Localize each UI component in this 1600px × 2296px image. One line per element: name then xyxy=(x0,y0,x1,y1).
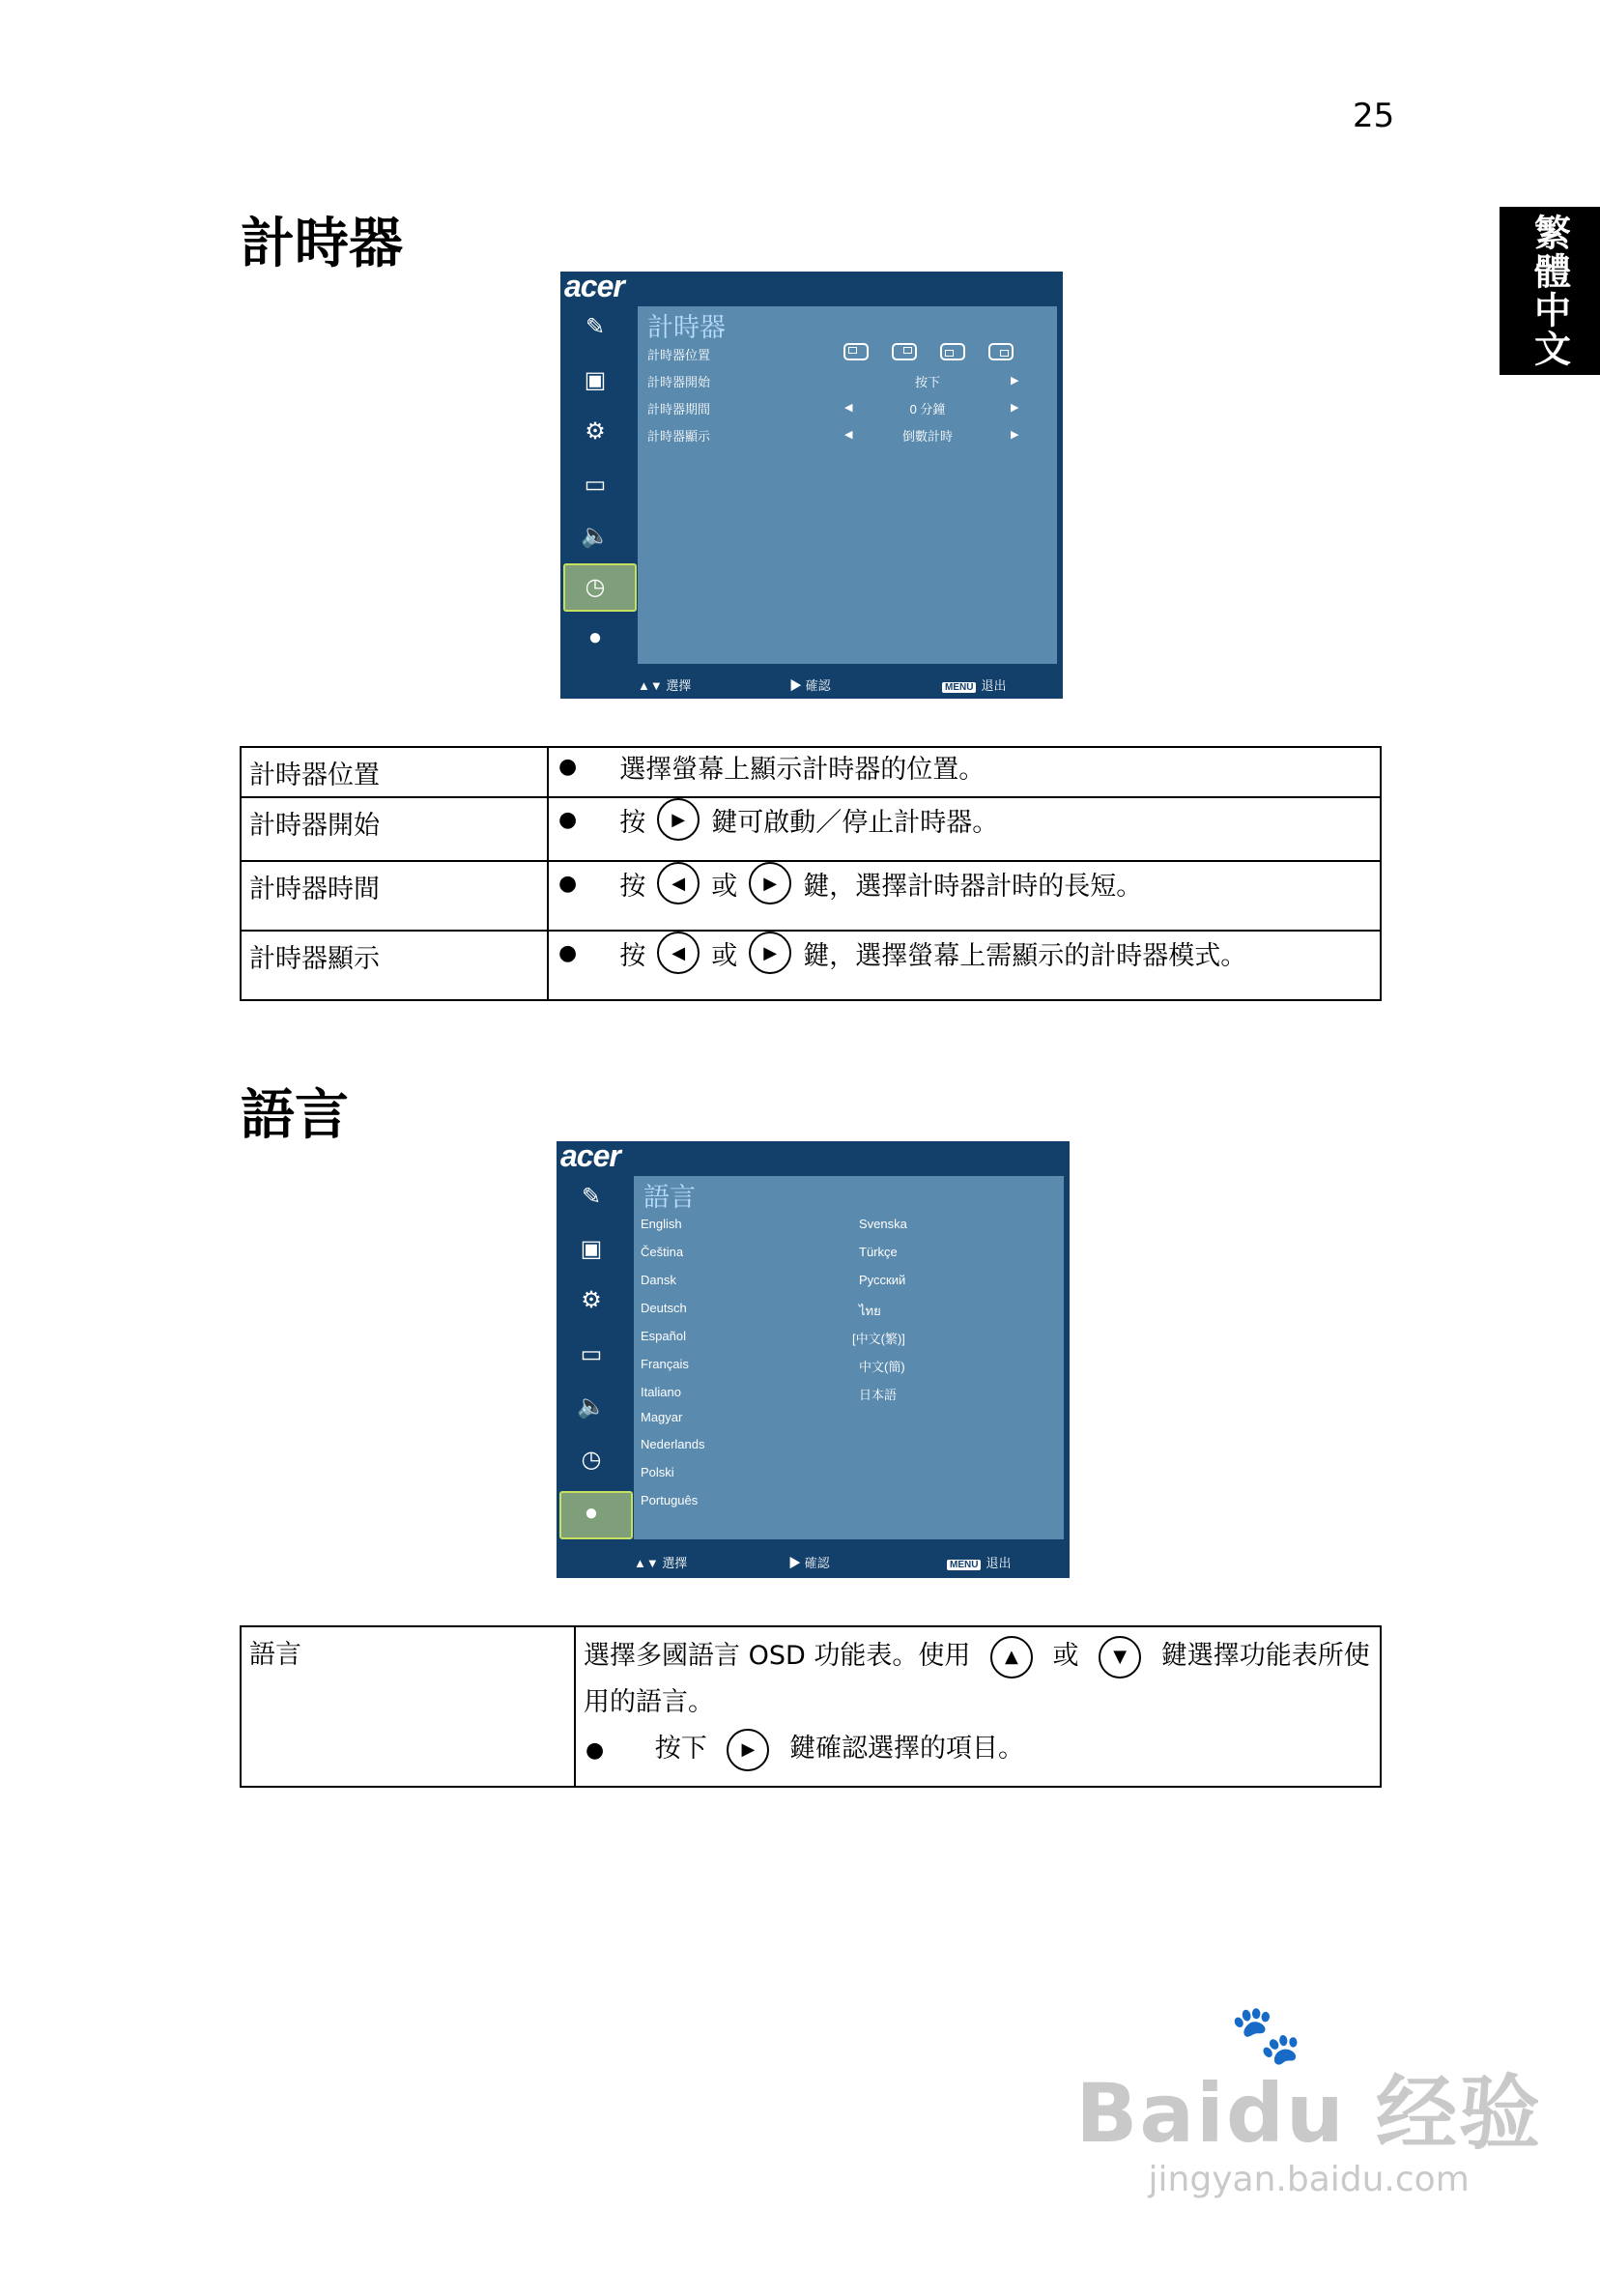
row-label: 語言 xyxy=(249,1640,301,1670)
timer-position-bottom-right-icon xyxy=(988,343,1014,360)
right-arrow-button-icon: ▶ xyxy=(749,862,791,904)
desc-text: 鍵確認選擇的項目。 xyxy=(788,1734,1024,1764)
desc-text: 按下 xyxy=(654,1734,707,1764)
side-tab-label: 繁體中文 xyxy=(1528,214,1571,368)
right-arrow-button-icon: ▶ xyxy=(657,798,700,841)
desc-text: 選擇多國語言 OSD 功能表。使用 xyxy=(584,1641,971,1671)
language-option: 中文(簡) xyxy=(859,1360,905,1374)
desc-line-1 xyxy=(584,1633,1380,1679)
watermark-url: jingyan.baidu.com xyxy=(1148,2160,1470,2199)
right-arrow-button-icon: ▶ xyxy=(727,1729,769,1771)
language-option: Deutsch xyxy=(641,1301,687,1315)
desc-text: 或 xyxy=(711,940,738,971)
osd-row-value: 0 分鐘 xyxy=(909,402,946,416)
timer-section-title: 計時器 xyxy=(241,213,403,275)
language-option: Türkçe xyxy=(859,1245,898,1259)
right-arrow-icon: ▶ xyxy=(788,1556,805,1570)
left-arrow-icon: ◀ xyxy=(844,429,853,441)
language-side-tab xyxy=(1500,207,1600,375)
picture-icon: ▣ xyxy=(584,366,607,393)
osd-row-value: 按下 xyxy=(914,375,940,389)
right-arrow-icon: ▶ xyxy=(1011,375,1019,387)
table-label-cell xyxy=(241,861,548,931)
table-desc-cell xyxy=(548,861,1381,931)
desc-text: 按 xyxy=(619,940,646,971)
timer-position-bottom-left-icon xyxy=(940,343,965,360)
language-option: Русский xyxy=(859,1273,906,1287)
right-arrow-icon: ▶ xyxy=(1011,429,1019,441)
footer-confirm-label: 確認 xyxy=(804,1556,830,1570)
desc-text: 或 xyxy=(1052,1641,1079,1671)
footer-exit-label: 退出 xyxy=(981,678,1007,693)
projector-icon: ▭ xyxy=(584,471,607,498)
clock-icon: ◷ xyxy=(581,1446,602,1473)
baidu-watermark xyxy=(1075,2001,1542,2199)
desc-text: 鍵選擇功能表所使 xyxy=(1160,1641,1370,1671)
table-label-cell xyxy=(241,1626,575,1787)
footer-confirm xyxy=(789,675,831,694)
language-option-selected: [中文(繁)] xyxy=(852,1332,905,1346)
timer-description-table xyxy=(240,746,1382,1001)
bullet-icon: ● xyxy=(558,940,578,965)
osd-row-value: 倒數計時 xyxy=(901,429,953,444)
speaker-icon: 🔈 xyxy=(581,522,610,549)
acer-logo: acer xyxy=(564,269,624,303)
language-option: English xyxy=(641,1217,682,1231)
menu-key-badge: MENU xyxy=(947,1560,981,1570)
table-row xyxy=(241,861,1381,931)
left-arrow-button-icon: ◀ xyxy=(657,862,700,904)
footer-exit xyxy=(947,1553,1011,1571)
row-label: 計時器時間 xyxy=(249,875,380,904)
desc-line-2: 用的語言。 xyxy=(584,1687,714,1717)
gear-tools-icon: ⚙ xyxy=(585,417,606,445)
language-option: Magyar xyxy=(641,1410,683,1424)
right-arrow-icon: ▶ xyxy=(789,678,806,693)
projector-icon: ▭ xyxy=(580,1340,603,1367)
language-option: Polski xyxy=(641,1465,674,1479)
language-option: Nederlands xyxy=(641,1437,705,1451)
down-arrow-button-icon: ▼ xyxy=(1099,1636,1141,1679)
menu-key-badge: MENU xyxy=(942,682,976,693)
osd-row-label: 計時器期間 xyxy=(647,402,711,416)
desc-text: 或 xyxy=(711,871,738,902)
osd-content-panel xyxy=(634,1176,1064,1539)
language-option: Dansk xyxy=(641,1273,676,1287)
footer-confirm xyxy=(788,1553,830,1571)
footer-confirm-label: 確認 xyxy=(805,678,831,693)
footer-select xyxy=(638,675,691,694)
table-row xyxy=(241,931,1381,1000)
footer-select-label: 選擇 xyxy=(662,1556,688,1570)
bullet-icon: ● xyxy=(558,755,578,779)
table-row xyxy=(241,747,1381,797)
paint-brush-icon: ✎ xyxy=(585,313,606,340)
language-option: Français xyxy=(641,1357,689,1371)
row-label: 計時器開始 xyxy=(249,811,380,841)
language-option: ไทย xyxy=(859,1304,881,1318)
desc-text: 按 xyxy=(619,807,646,838)
up-down-arrows-icon: ▲▼ xyxy=(638,678,667,693)
row-label: 計時器顯示 xyxy=(249,944,380,974)
footer-select xyxy=(634,1553,687,1571)
table-desc-cell xyxy=(548,931,1381,1000)
row-label: 計時器位置 xyxy=(249,761,380,790)
desc-text: 鍵，選擇螢幕上需顯示的計時器模式。 xyxy=(803,940,1247,971)
acer-logo: acer xyxy=(560,1138,620,1173)
up-down-arrows-icon: ▲▼ xyxy=(634,1556,663,1570)
desc-line-3 xyxy=(584,1726,1380,1774)
footer-exit xyxy=(942,675,1006,694)
timer-position-top-right-icon xyxy=(892,343,917,360)
language-osd-screenshot xyxy=(557,1138,1070,1578)
table-row xyxy=(241,797,1381,861)
osd-row-label: 計時器位置 xyxy=(647,348,711,362)
table-desc-cell xyxy=(548,797,1381,861)
speaker-icon: 🔈 xyxy=(577,1392,606,1420)
language-option: 日本語 xyxy=(859,1388,898,1402)
language-section-title: 語言 xyxy=(241,1084,349,1147)
table-desc-cell xyxy=(548,747,1381,797)
table-row xyxy=(241,1626,1381,1787)
bullet-icon: ● xyxy=(558,871,578,896)
osd-panel-title: 計時器 xyxy=(647,313,726,342)
bullet-icon: ● xyxy=(586,1738,605,1763)
table-label-cell xyxy=(241,931,548,1000)
desc-text: 選擇螢幕上顯示計時器的位置。 xyxy=(619,755,986,785)
gear-tools-icon: ⚙ xyxy=(581,1286,602,1313)
footer-exit-label: 退出 xyxy=(986,1556,1012,1570)
paw-logo-icon: 🐾 xyxy=(1230,2001,1303,2069)
clock-icon: ◷ xyxy=(585,573,606,600)
left-arrow-icon: ◀ xyxy=(844,402,853,414)
timer-position-top-left-icon xyxy=(843,343,869,360)
osd-row-label: 計時器顯示 xyxy=(647,429,711,444)
language-option: Português xyxy=(641,1493,699,1507)
table-label-cell xyxy=(241,747,548,797)
osd-row-label: 計時器開始 xyxy=(647,375,711,389)
page-number: 25 xyxy=(1353,97,1395,135)
watermark-main-text: Baidu 经验 xyxy=(1075,2066,1542,2161)
language-option: Español xyxy=(641,1329,686,1343)
abc-speech-icon: ● xyxy=(587,624,603,650)
language-description-table xyxy=(240,1625,1382,1788)
picture-icon: ▣ xyxy=(580,1235,603,1262)
bullet-icon: ● xyxy=(558,807,578,832)
footer-select-label: 選擇 xyxy=(666,678,692,693)
desc-text: 按 xyxy=(619,871,646,902)
right-arrow-button-icon: ▶ xyxy=(749,932,791,974)
abc-speech-icon: ● xyxy=(584,1500,599,1526)
table-desc-cell xyxy=(575,1626,1381,1787)
language-option: Čeština xyxy=(641,1245,684,1259)
up-arrow-button-icon: ▲ xyxy=(990,1636,1033,1679)
table-label-cell xyxy=(241,797,548,861)
right-arrow-icon: ▶ xyxy=(1011,402,1019,414)
paint-brush-icon: ✎ xyxy=(581,1183,602,1210)
left-arrow-button-icon: ◀ xyxy=(657,932,700,974)
timer-osd-screenshot xyxy=(560,269,1063,699)
language-option: Svenska xyxy=(859,1217,907,1231)
desc-text: 鍵可啟動／停止計時器。 xyxy=(711,807,999,838)
osd-panel-title: 語言 xyxy=(643,1183,696,1212)
desc-text: 鍵，選擇計時器計時的長短。 xyxy=(803,871,1143,902)
language-option: Italiano xyxy=(641,1385,681,1399)
